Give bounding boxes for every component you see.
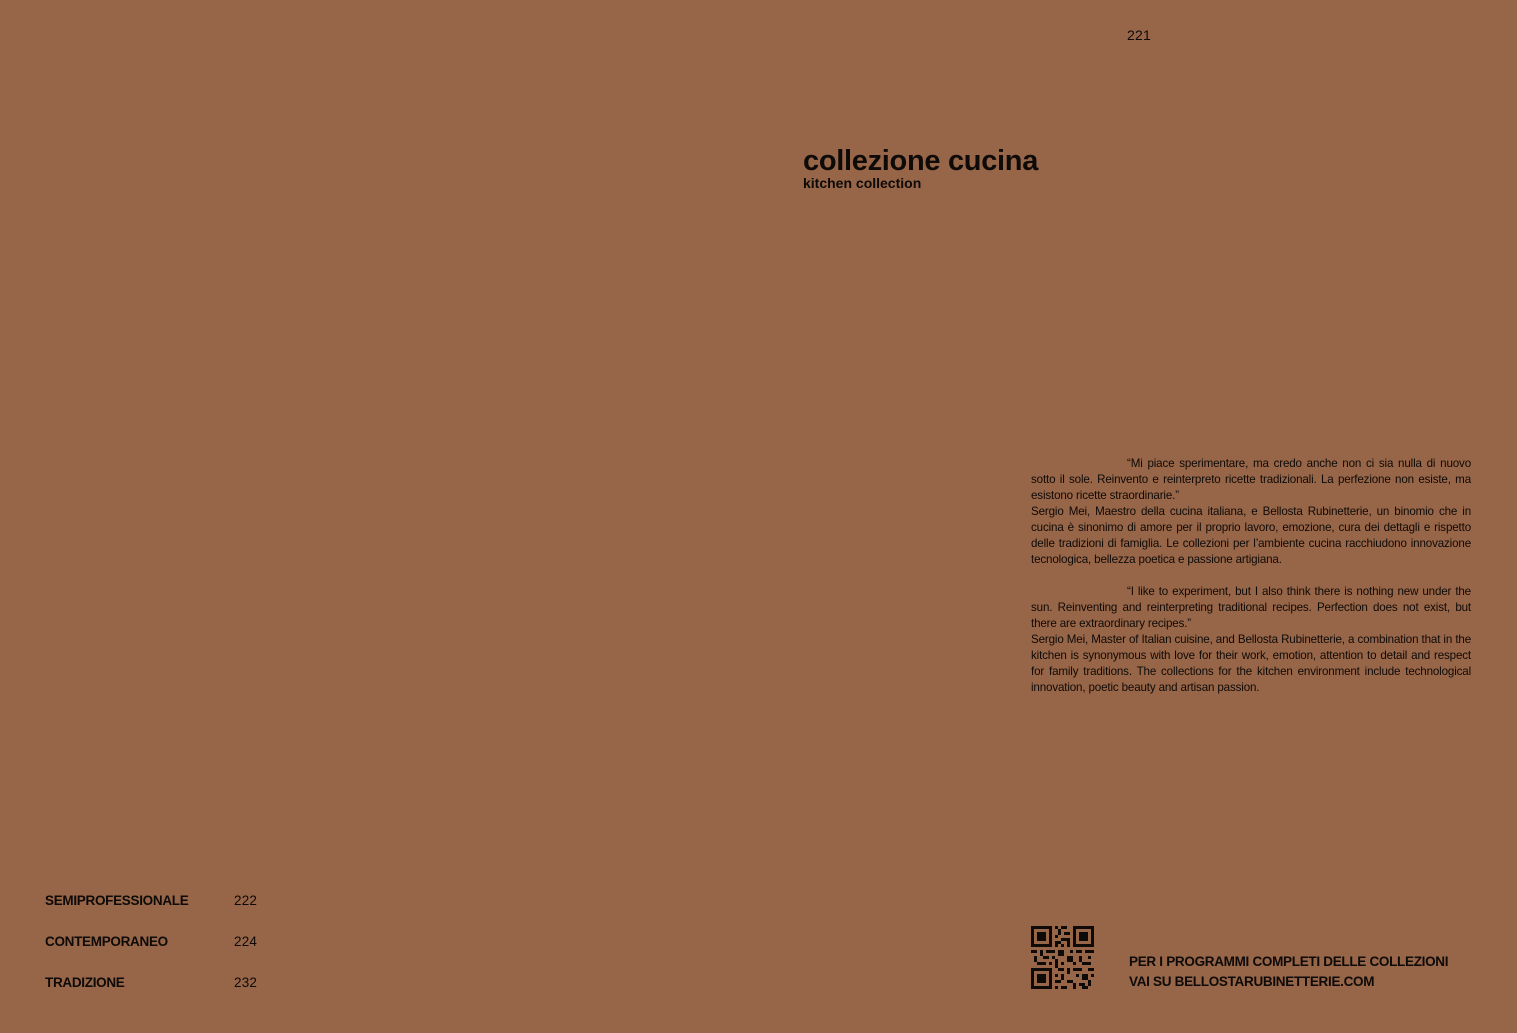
index-item-page: 222 (234, 893, 258, 908)
cta-line-1: PER I PROGRAMMI COMPLETI DELLE COLLEZIONI (1129, 954, 1449, 969)
cta-line-2: VAI SU BELLOSTARUBINETTERIE.COM (1129, 974, 1375, 989)
index-item-label: TRADIZIONE (45, 975, 125, 990)
index-item[interactable] (45, 931, 265, 972)
intro-text (1031, 456, 1471, 696)
collection-index (45, 890, 265, 1013)
index-item-page: 224 (234, 934, 258, 949)
index-item[interactable] (45, 972, 265, 1013)
paragraph-spacer (1031, 568, 1471, 584)
title-block (803, 143, 1038, 191)
qr-code-icon[interactable] (1031, 926, 1094, 989)
english-quote: “I like to experiment, but I also think there is nothing new under the sun. Reinventing and reinterpreting traditional recipes. Perfection does not exist, but there are extraordinary recipes.” (1031, 585, 1471, 630)
english-paragraph: Sergio Mei, Master of Italian cuisine, and Bellosta Rubinetterie, a combination that in the kitchen is synonymous with love for their work, emotion, attention to detail and respect for family traditions. The collections for the kitchen environment include technological innovation, poetic beauty and artisan passion. (1031, 633, 1471, 694)
page-number: 221 (1127, 27, 1151, 43)
index-item-page: 232 (234, 975, 258, 990)
index-item-label: SEMIPROFESSIONALE (45, 893, 189, 908)
page-subtitle: kitchen collection (803, 175, 922, 191)
website-call-to-action[interactable] (1129, 952, 1448, 992)
italian-paragraph: Sergio Mei, Maestro della cucina italiana, e Bellosta Rubinetterie, un binomio che in cucina è sinonimo di amore per il proprio lavoro, emozione, cura dei dettagli e rispetto delle tradizioni di famiglia. Le collezioni per l’ambiente cucina racchiudono innovazione tecnologica, bellezza poetica e passione artigiana. (1031, 505, 1471, 566)
index-item-label: CONTEMPORANEO (45, 934, 168, 949)
italian-quote: “Mi piace sperimentare, ma credo anche non ci sia nulla di nuovo sotto il sole. Reinvento e reinterpreto ricette tradizionali. La perfezione non esiste, ma esistono ricette straordinarie.” (1031, 457, 1471, 502)
page-title: collezione cucina (803, 145, 1039, 177)
index-item[interactable] (45, 890, 265, 931)
qr-code-graphic (1031, 926, 1094, 989)
